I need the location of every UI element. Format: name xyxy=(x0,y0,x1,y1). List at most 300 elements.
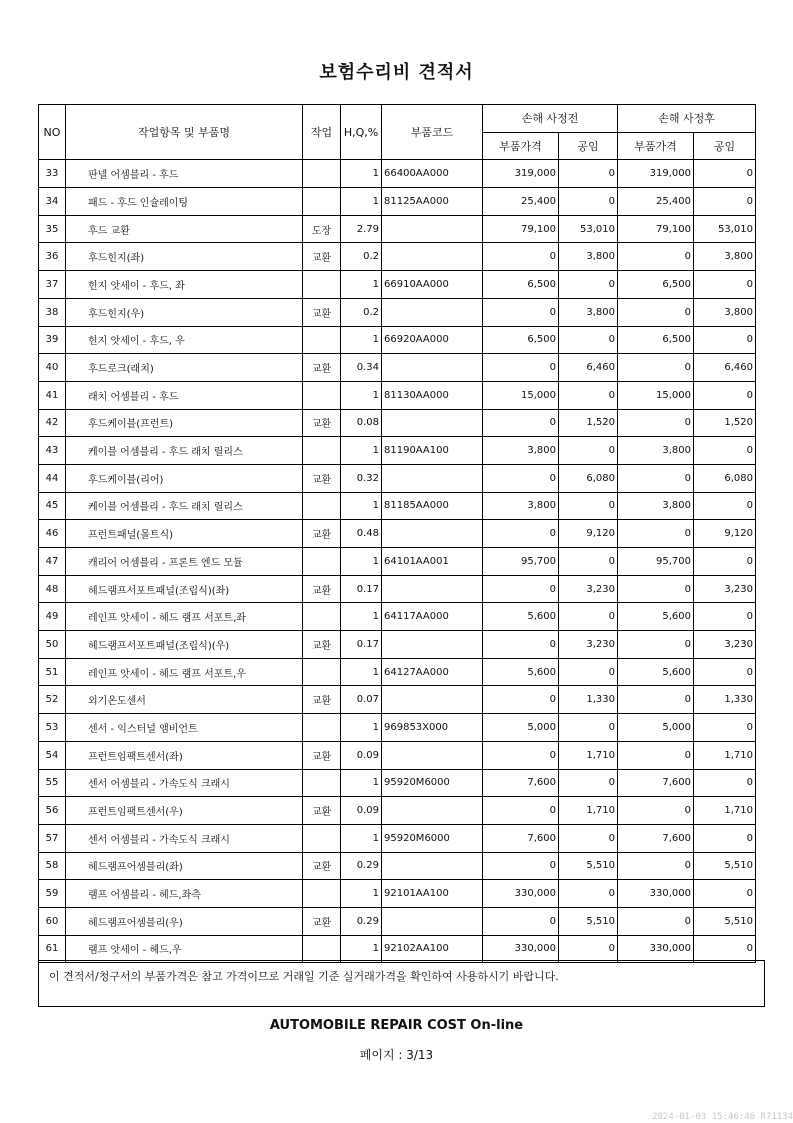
cell-before-price: 0 xyxy=(483,464,559,492)
cell-after-labor: 0 xyxy=(694,492,756,520)
cell-work: 교환 xyxy=(303,852,341,880)
cell-no: 35 xyxy=(39,215,66,243)
table-row xyxy=(39,492,756,520)
cell-item-name: 램프 앗세이 - 헤드,우 xyxy=(66,935,303,963)
header-before-price: 부품가격 xyxy=(483,132,559,160)
cell-before-labor: 0 xyxy=(559,658,618,686)
table-row xyxy=(39,409,756,437)
cell-hq: 1 xyxy=(341,880,382,908)
cell-before-labor: 0 xyxy=(559,824,618,852)
cell-after-labor: 0 xyxy=(694,326,756,354)
cell-item-name: 센서 어셈블리 - 가속도식 크래시 xyxy=(66,769,303,797)
cell-work: 교환 xyxy=(303,907,341,935)
header-item: 작업항목 및 부품명 xyxy=(66,105,303,160)
cell-no: 36 xyxy=(39,243,66,271)
cell-after-price: 7,600 xyxy=(618,769,694,797)
cell-hq: 1 xyxy=(341,271,382,299)
cell-item-name: 후드로크(래치) xyxy=(66,354,303,382)
header-after-labor: 공임 xyxy=(694,132,756,160)
cell-work xyxy=(303,769,341,797)
table-row xyxy=(39,215,756,243)
cell-before-price: 3,800 xyxy=(483,437,559,465)
cell-before-price: 0 xyxy=(483,741,559,769)
cell-after-price: 79,100 xyxy=(618,215,694,243)
cell-item-name: 프런트임팩트센서(좌) xyxy=(66,741,303,769)
cell-before-labor: 0 xyxy=(559,381,618,409)
table-row xyxy=(39,464,756,492)
cell-item-name: 프런트임팩트센서(우) xyxy=(66,797,303,825)
cell-after-price: 0 xyxy=(618,797,694,825)
cell-hq: 1 xyxy=(341,824,382,852)
header-after: 손해 사정후 xyxy=(618,105,756,133)
cell-before-price: 0 xyxy=(483,354,559,382)
cell-item-name: 힌지 앗세이 - 후드, 좌 xyxy=(66,271,303,299)
cell-before-labor: 0 xyxy=(559,603,618,631)
cell-no: 33 xyxy=(39,160,66,188)
cell-after-price: 3,800 xyxy=(618,492,694,520)
cell-after-labor: 1,710 xyxy=(694,797,756,825)
cell-part-code xyxy=(382,741,483,769)
cell-work: 교환 xyxy=(303,575,341,603)
cell-after-labor: 0 xyxy=(694,658,756,686)
cell-part-code: 95920M6000 xyxy=(382,824,483,852)
cell-part-code xyxy=(382,409,483,437)
table-row xyxy=(39,381,756,409)
cell-before-price: 319,000 xyxy=(483,160,559,188)
cell-no: 56 xyxy=(39,797,66,825)
cell-no: 60 xyxy=(39,907,66,935)
cell-before-labor: 0 xyxy=(559,326,618,354)
table-row xyxy=(39,852,756,880)
cell-part-code: 92102AA100 xyxy=(382,935,483,963)
cell-after-labor: 0 xyxy=(694,603,756,631)
cell-before-labor: 0 xyxy=(559,935,618,963)
table-row xyxy=(39,824,756,852)
cell-after-price: 0 xyxy=(618,741,694,769)
cell-after-labor: 3,800 xyxy=(694,298,756,326)
table-row xyxy=(39,880,756,908)
cell-before-price: 3,800 xyxy=(483,492,559,520)
table-row xyxy=(39,741,756,769)
cell-work xyxy=(303,492,341,520)
table-row xyxy=(39,907,756,935)
cell-item-name: 레인프 앗세이 - 헤드 램프 서포트,좌 xyxy=(66,603,303,631)
cell-work xyxy=(303,381,341,409)
cell-after-labor: 0 xyxy=(694,935,756,963)
table-row xyxy=(39,575,756,603)
cell-work: 교환 xyxy=(303,631,341,659)
cell-hq: 0.07 xyxy=(341,686,382,714)
cell-item-name: 레인프 앗세이 - 헤드 램프 서포트,우 xyxy=(66,658,303,686)
cell-no: 59 xyxy=(39,880,66,908)
cell-after-labor: 0 xyxy=(694,188,756,216)
cell-no: 49 xyxy=(39,603,66,631)
cell-no: 39 xyxy=(39,326,66,354)
cell-no: 34 xyxy=(39,188,66,216)
cell-item-name: 헤드램프어셈블리(우) xyxy=(66,907,303,935)
cell-before-price: 5,000 xyxy=(483,714,559,742)
cell-part-code: 92101AA100 xyxy=(382,880,483,908)
cell-part-code: 64127AA000 xyxy=(382,658,483,686)
cell-no: 42 xyxy=(39,409,66,437)
cell-work xyxy=(303,326,341,354)
cell-hq: 1 xyxy=(341,714,382,742)
cell-before-labor: 0 xyxy=(559,548,618,576)
cell-work xyxy=(303,880,341,908)
cell-after-price: 15,000 xyxy=(618,381,694,409)
document-title: 보험수리비 견적서 xyxy=(319,62,474,83)
cell-after-labor: 53,010 xyxy=(694,215,756,243)
cell-before-price: 0 xyxy=(483,298,559,326)
cell-no: 40 xyxy=(39,354,66,382)
cell-item-name: 후드힌지(좌) xyxy=(66,243,303,271)
cell-no: 58 xyxy=(39,852,66,880)
cell-item-name: 케이블 어셈블리 - 후드 래치 릴리스 xyxy=(66,437,303,465)
cell-hq: 1 xyxy=(341,437,382,465)
cell-part-code xyxy=(382,298,483,326)
cell-before-price: 7,600 xyxy=(483,769,559,797)
cell-item-name: 후드힌지(우) xyxy=(66,298,303,326)
cell-after-price: 330,000 xyxy=(618,880,694,908)
cell-item-name: 패드 - 후드 인슐레이팅 xyxy=(66,188,303,216)
table-row xyxy=(39,603,756,631)
cell-work: 교환 xyxy=(303,409,341,437)
cell-no: 54 xyxy=(39,741,66,769)
cell-before-price: 7,600 xyxy=(483,824,559,852)
cell-before-price: 25,400 xyxy=(483,188,559,216)
header-hq: H,Q,% xyxy=(341,105,382,160)
cell-after-labor: 0 xyxy=(694,824,756,852)
cell-work: 도장 xyxy=(303,215,341,243)
table-row xyxy=(39,160,756,188)
cell-no: 57 xyxy=(39,824,66,852)
cell-part-code xyxy=(382,215,483,243)
cell-item-name: 램프 어셈블리 - 헤드,좌측 xyxy=(66,880,303,908)
cell-after-price: 0 xyxy=(618,575,694,603)
cell-part-code xyxy=(382,354,483,382)
cell-item-name: 후드 교환 xyxy=(66,215,303,243)
cell-after-price: 5,000 xyxy=(618,714,694,742)
cell-before-labor: 0 xyxy=(559,437,618,465)
cell-before-labor: 1,710 xyxy=(559,741,618,769)
header-no: NO xyxy=(39,105,66,160)
cell-hq: 1 xyxy=(341,603,382,631)
estimate-table xyxy=(38,104,756,963)
cell-item-name: 판넬 어셈블리 - 후드 xyxy=(66,160,303,188)
cell-hq: 1 xyxy=(341,381,382,409)
cell-before-labor: 1,710 xyxy=(559,797,618,825)
cell-after-labor: 3,230 xyxy=(694,631,756,659)
cell-after-labor: 5,510 xyxy=(694,852,756,880)
cell-after-price: 0 xyxy=(618,520,694,548)
cell-no: 44 xyxy=(39,464,66,492)
cell-before-labor: 0 xyxy=(559,188,618,216)
cell-part-code: 95920M6000 xyxy=(382,769,483,797)
cell-work xyxy=(303,603,341,631)
cell-work: 교환 xyxy=(303,741,341,769)
cell-part-code: 81190AA100 xyxy=(382,437,483,465)
table-row xyxy=(39,797,756,825)
cell-item-name: 외기온도센서 xyxy=(66,686,303,714)
table-row xyxy=(39,658,756,686)
cell-no: 41 xyxy=(39,381,66,409)
cell-after-price: 0 xyxy=(618,354,694,382)
cell-after-labor: 9,120 xyxy=(694,520,756,548)
cell-before-labor: 0 xyxy=(559,769,618,797)
cell-after-price: 3,800 xyxy=(618,437,694,465)
table-row xyxy=(39,686,756,714)
cell-after-labor: 0 xyxy=(694,381,756,409)
cell-before-price: 0 xyxy=(483,686,559,714)
brand-footer: AUTOMOBILE REPAIR COST On-line xyxy=(269,1018,524,1033)
cell-after-price: 330,000 xyxy=(618,935,694,963)
cell-item-name: 래치 어셈블리 - 후드 xyxy=(66,381,303,409)
table-row xyxy=(39,271,756,299)
cell-after-price: 0 xyxy=(618,298,694,326)
cell-before-price: 0 xyxy=(483,409,559,437)
cell-hq: 1 xyxy=(341,935,382,963)
cell-item-name: 헤드램프어셈블리(좌) xyxy=(66,852,303,880)
cell-after-price: 0 xyxy=(618,852,694,880)
cell-before-price: 15,000 xyxy=(483,381,559,409)
cell-work: 교환 xyxy=(303,797,341,825)
cell-hq: 0.29 xyxy=(341,852,382,880)
cell-item-name: 센서 - 익스터널 앰비언트 xyxy=(66,714,303,742)
cell-item-name: 헤드램프서포트패널(조립식)(좌) xyxy=(66,575,303,603)
cell-hq: 0.17 xyxy=(341,631,382,659)
cell-part-code: 66910AA000 xyxy=(382,271,483,299)
cell-work: 교환 xyxy=(303,686,341,714)
cell-part-code: 81125AA000 xyxy=(382,188,483,216)
table-row xyxy=(39,548,756,576)
cell-no: 46 xyxy=(39,520,66,548)
cell-work: 교환 xyxy=(303,520,341,548)
table-row xyxy=(39,298,756,326)
table-row xyxy=(39,714,756,742)
cell-hq: 0.2 xyxy=(341,243,382,271)
cell-part-code: 64117AA000 xyxy=(382,603,483,631)
table-row xyxy=(39,188,756,216)
cell-after-labor: 0 xyxy=(694,271,756,299)
cell-before-labor: 1,330 xyxy=(559,686,618,714)
cell-item-name: 헤드램프서포트패널(조립식)(우) xyxy=(66,631,303,659)
cell-before-price: 0 xyxy=(483,631,559,659)
table-row xyxy=(39,935,756,963)
cell-after-price: 7,600 xyxy=(618,824,694,852)
cell-before-labor: 0 xyxy=(559,271,618,299)
cell-no: 38 xyxy=(39,298,66,326)
cell-before-price: 0 xyxy=(483,520,559,548)
cell-before-price: 95,700 xyxy=(483,548,559,576)
print-timestamp: 2024-01-03 15:46:46 R71134 xyxy=(652,1112,793,1122)
cell-hq: 1 xyxy=(341,326,382,354)
table-row xyxy=(39,354,756,382)
cell-before-price: 0 xyxy=(483,852,559,880)
cell-before-labor: 0 xyxy=(559,714,618,742)
cell-after-price: 319,000 xyxy=(618,160,694,188)
cell-no: 37 xyxy=(39,271,66,299)
cell-after-labor: 6,460 xyxy=(694,354,756,382)
cell-hq: 1 xyxy=(341,188,382,216)
table-header xyxy=(39,105,756,160)
cell-part-code xyxy=(382,243,483,271)
cell-work xyxy=(303,437,341,465)
cell-work xyxy=(303,548,341,576)
cell-item-name: 프런트패널(몰트식) xyxy=(66,520,303,548)
cell-part-code xyxy=(382,852,483,880)
cell-hq: 0.29 xyxy=(341,907,382,935)
cell-no: 53 xyxy=(39,714,66,742)
cell-work: 교환 xyxy=(303,354,341,382)
header-work: 작업 xyxy=(303,105,341,160)
cell-item-name: 케이블 어셈블리 - 후드 래치 릴리스 xyxy=(66,492,303,520)
cell-after-labor: 1,330 xyxy=(694,686,756,714)
cell-hq: 0.09 xyxy=(341,741,382,769)
cell-before-price: 0 xyxy=(483,243,559,271)
cell-after-price: 6,500 xyxy=(618,271,694,299)
page-number: 페이지 : 3/13 xyxy=(359,1048,434,1062)
cell-work xyxy=(303,271,341,299)
cell-hq: 2.79 xyxy=(341,215,382,243)
cell-work xyxy=(303,160,341,188)
cell-before-labor: 3,800 xyxy=(559,243,618,271)
cell-no: 43 xyxy=(39,437,66,465)
disclaimer-box xyxy=(38,960,765,1007)
cell-part-code xyxy=(382,631,483,659)
cell-before-labor: 0 xyxy=(559,492,618,520)
cell-hq: 0.09 xyxy=(341,797,382,825)
cell-hq: 0.32 xyxy=(341,464,382,492)
cell-part-code xyxy=(382,520,483,548)
cell-after-price: 0 xyxy=(618,686,694,714)
cell-before-price: 5,600 xyxy=(483,603,559,631)
cell-after-price: 0 xyxy=(618,907,694,935)
table-row xyxy=(39,326,756,354)
cell-before-labor: 0 xyxy=(559,880,618,908)
cell-work xyxy=(303,658,341,686)
cell-before-labor: 53,010 xyxy=(559,215,618,243)
cell-part-code xyxy=(382,797,483,825)
cell-before-labor: 3,800 xyxy=(559,298,618,326)
table-row xyxy=(39,631,756,659)
cell-before-labor: 6,460 xyxy=(559,354,618,382)
cell-no: 50 xyxy=(39,631,66,659)
cell-hq: 1 xyxy=(341,769,382,797)
cell-part-code: 64101AA001 xyxy=(382,548,483,576)
cell-hq: 0.17 xyxy=(341,575,382,603)
cell-part-code xyxy=(382,575,483,603)
cell-part-code: 81185AA000 xyxy=(382,492,483,520)
header-before-labor: 공임 xyxy=(559,132,618,160)
cell-after-price: 0 xyxy=(618,464,694,492)
cell-before-labor: 6,080 xyxy=(559,464,618,492)
cell-before-price: 330,000 xyxy=(483,935,559,963)
cell-before-price: 0 xyxy=(483,575,559,603)
cell-part-code xyxy=(382,907,483,935)
cell-hq: 0.08 xyxy=(341,409,382,437)
cell-no: 51 xyxy=(39,658,66,686)
cell-hq: 0.2 xyxy=(341,298,382,326)
cell-hq: 0.34 xyxy=(341,354,382,382)
cell-no: 48 xyxy=(39,575,66,603)
cell-after-labor: 3,800 xyxy=(694,243,756,271)
cell-before-price: 6,500 xyxy=(483,271,559,299)
cell-hq: 1 xyxy=(341,658,382,686)
cell-after-price: 0 xyxy=(618,631,694,659)
cell-before-price: 5,600 xyxy=(483,658,559,686)
cell-hq: 0.48 xyxy=(341,520,382,548)
cell-item-name: 센서 어셈블리 - 가속도식 크래시 xyxy=(66,824,303,852)
table-row xyxy=(39,437,756,465)
cell-hq: 1 xyxy=(341,160,382,188)
cell-after-price: 5,600 xyxy=(618,658,694,686)
cell-after-labor: 1,520 xyxy=(694,409,756,437)
cell-before-price: 330,000 xyxy=(483,880,559,908)
cell-work xyxy=(303,935,341,963)
cell-part-code: 81130AA000 xyxy=(382,381,483,409)
cell-after-price: 0 xyxy=(618,409,694,437)
table-body xyxy=(39,160,756,963)
cell-item-name: 후드케이블(리어) xyxy=(66,464,303,492)
cell-after-price: 6,500 xyxy=(618,326,694,354)
cell-after-price: 0 xyxy=(618,243,694,271)
cell-before-price: 0 xyxy=(483,797,559,825)
cell-part-code: 66400AA000 xyxy=(382,160,483,188)
cell-part-code: 969853X000 xyxy=(382,714,483,742)
header-code: 부품코드 xyxy=(382,105,483,160)
cell-part-code xyxy=(382,464,483,492)
cell-after-labor: 1,710 xyxy=(694,741,756,769)
cell-before-labor: 0 xyxy=(559,160,618,188)
cell-after-labor: 0 xyxy=(694,880,756,908)
header-after-price: 부품가격 xyxy=(618,132,694,160)
cell-no: 61 xyxy=(39,935,66,963)
cell-hq: 1 xyxy=(341,548,382,576)
cell-work xyxy=(303,714,341,742)
cell-before-labor: 3,230 xyxy=(559,631,618,659)
cell-after-labor: 0 xyxy=(694,714,756,742)
cell-item-name: 후드케이블(프런트) xyxy=(66,409,303,437)
cell-after-labor: 0 xyxy=(694,160,756,188)
cell-item-name: 힌지 앗세이 - 후드, 우 xyxy=(66,326,303,354)
cell-before-labor: 9,120 xyxy=(559,520,618,548)
cell-before-price: 6,500 xyxy=(483,326,559,354)
table-row xyxy=(39,243,756,271)
cell-work xyxy=(303,824,341,852)
cell-no: 52 xyxy=(39,686,66,714)
cell-before-price: 0 xyxy=(483,907,559,935)
cell-after-labor: 5,510 xyxy=(694,907,756,935)
cell-after-labor: 0 xyxy=(694,437,756,465)
cell-work xyxy=(303,188,341,216)
cell-after-labor: 0 xyxy=(694,548,756,576)
cell-after-labor: 3,230 xyxy=(694,575,756,603)
cell-part-code xyxy=(382,686,483,714)
cell-after-labor: 6,080 xyxy=(694,464,756,492)
table-row xyxy=(39,769,756,797)
cell-part-code: 66920AA000 xyxy=(382,326,483,354)
cell-after-price: 25,400 xyxy=(618,188,694,216)
cell-no: 55 xyxy=(39,769,66,797)
cell-before-labor: 5,510 xyxy=(559,907,618,935)
cell-after-labor: 0 xyxy=(694,769,756,797)
cell-no: 47 xyxy=(39,548,66,576)
cell-no: 45 xyxy=(39,492,66,520)
header-before: 손해 사정전 xyxy=(483,105,618,133)
cell-work: 교환 xyxy=(303,298,341,326)
disclaimer-text: 이 견적서/청구서의 부품가격은 참고 가격이므로 거래일 기준 실거래가격을 확인하여 사용하시기 바랍니다. xyxy=(49,970,559,983)
cell-item-name: 캐리어 어셈블리 - 프론트 엔드 모듈 xyxy=(66,548,303,576)
